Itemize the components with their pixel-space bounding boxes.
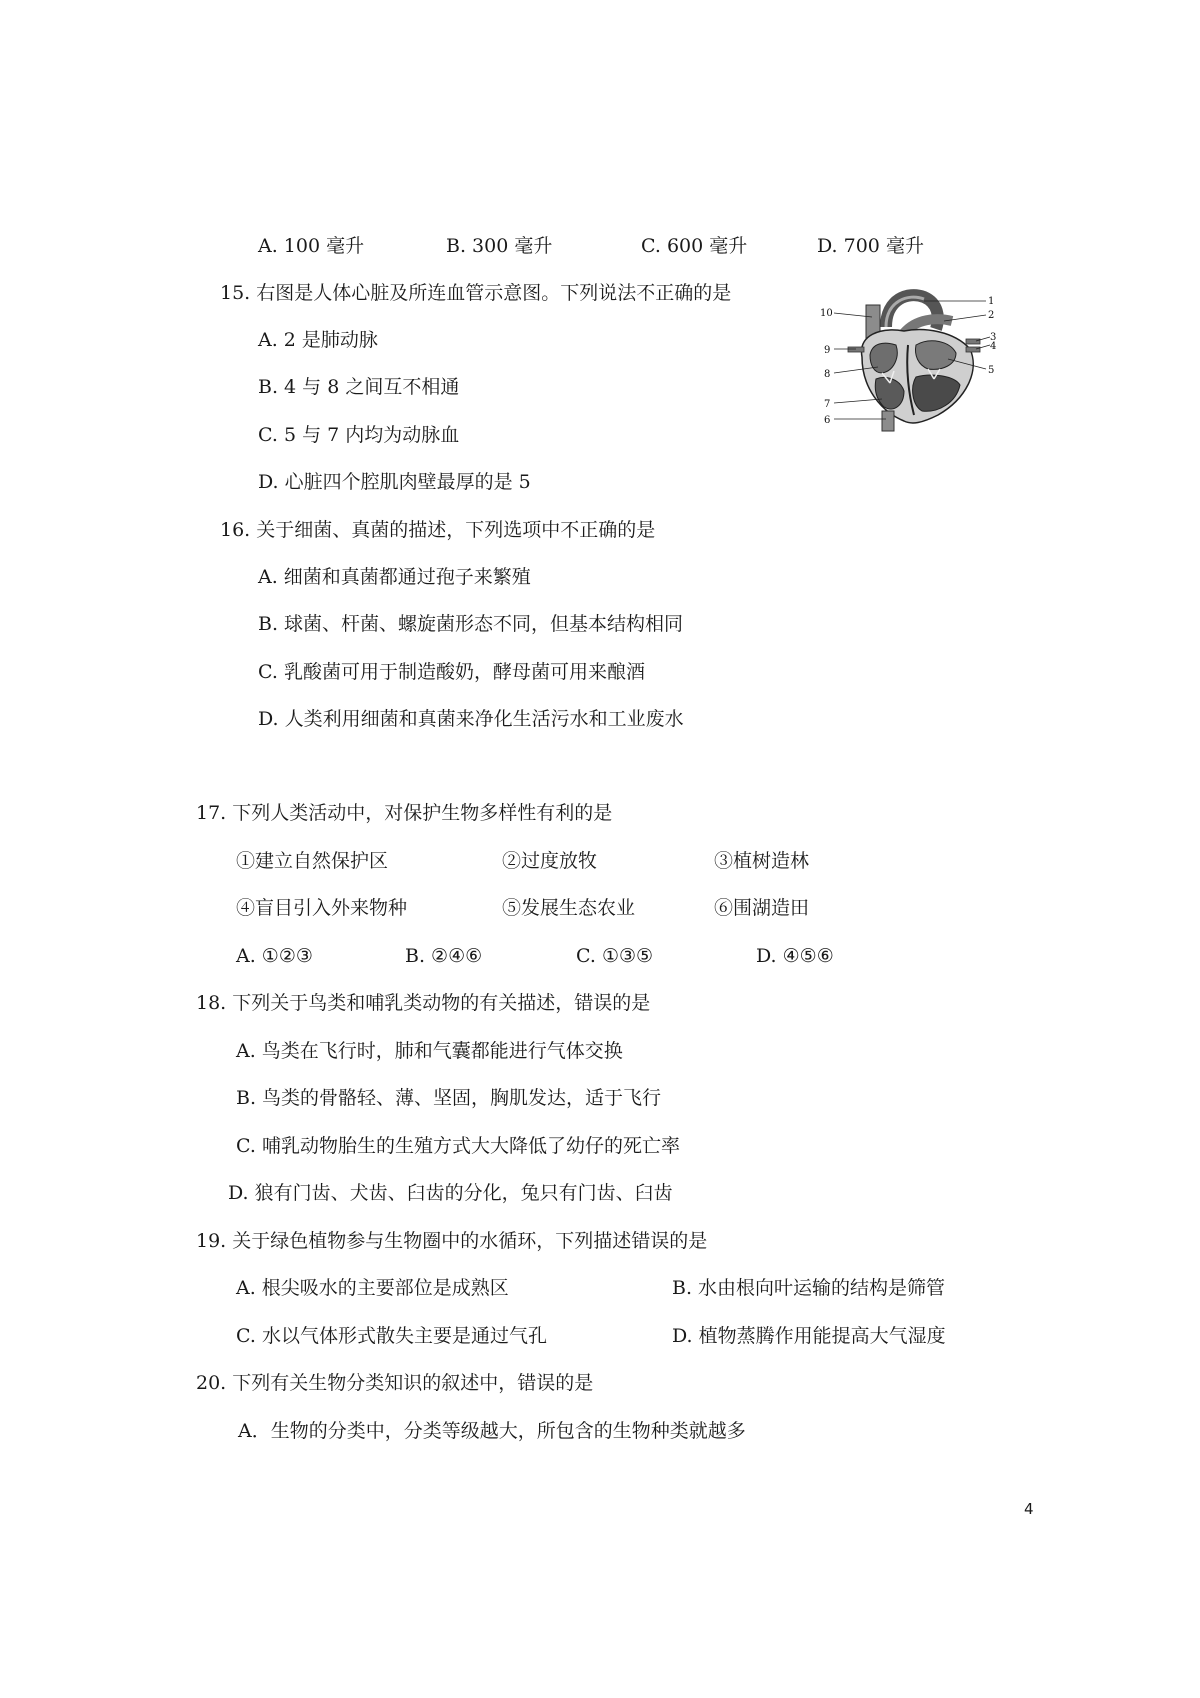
q16-option-d: D. 人类利用细菌和真菌来净化生活污水和工业废水 [258,708,684,730]
q15-stem: 15. 右图是人体心脏及所连血管示意图。下列说法不正确的是 [220,282,732,304]
q18-option-c: C. 哺乳动物胎生的生殖方式大大降低了幼仔的死亡率 [236,1135,680,1157]
heart-label-1: 1 [988,296,995,307]
heart-label-5: 5 [988,365,995,376]
heart-label-9: 9 [824,345,831,356]
q17-item-2: ②过度放牧 [502,850,598,872]
q19-option-c: C. 水以气体形式散失主要是通过气孔 [236,1325,547,1347]
q18-option-d: D. 狼有门齿、犬齿、臼齿的分化，兔只有门齿、臼齿 [228,1182,673,1204]
q19-option-a: A. 根尖吸水的主要部位是成熟区 [236,1277,509,1299]
q17-item-3: ③植树造林 [714,850,810,872]
q17-option-c: C. ①③⑤ [576,945,654,967]
q14-option-b: B. 300 毫升 [446,235,553,257]
q14-option-d: D. 700 毫升 [817,235,924,257]
q19-option-d: D. 植物蒸腾作用能提高大气湿度 [672,1325,946,1347]
q20-option-a: A．生物的分类中，分类等级越大，所包含的生物种类就越多 [238,1420,746,1442]
q17-item-1: ①建立自然保护区 [236,850,389,872]
q19-option-b: B. 水由根向叶运输的结构是筛管 [672,1277,946,1299]
q16-stem: 16. 关于细菌、真菌的描述，下列选项中不正确的是 [220,519,656,541]
heart-label-4: 4 [990,341,997,352]
q15-option-c: C. 5 与 7 内均为动脉血 [258,424,460,446]
q19-stem: 19. 关于绿色植物参与生物圈中的水循环，下列描述错误的是 [196,1230,708,1252]
heart-label-2: 2 [988,310,995,321]
q18-option-a: A. 鸟类在飞行时，肺和气囊都能进行气体交换 [236,1040,623,1062]
page-number: 4 [1024,1500,1034,1518]
q16-option-b: B. 球菌、杆菌、螺旋菌形态不同，但基本结构相同 [258,613,684,635]
q17-option-a: A. ①②③ [236,945,313,967]
heart-label-10: 10 [820,308,833,319]
q17-item-6: ⑥围湖造田 [714,897,810,919]
q14-option-c: C. 600 毫升 [641,235,748,257]
q18-option-b: B. 鸟类的骨骼轻、薄、坚固，胸肌发达，适于飞行 [236,1087,662,1109]
q17-option-b: B. ②④⑥ [405,945,483,967]
q16-option-c: C. 乳酸菌可用于制造酸奶，酵母菌可用来酿酒 [258,661,645,683]
q15-option-d: D. 心脏四个腔肌肉壁最厚的是 5 [258,471,531,493]
heart-label-7: 7 [824,399,831,410]
q15-option-a: A. 2 是肺动脉 [258,329,378,351]
q15-option-b: B. 4 与 8 之间互不相通 [258,376,460,398]
q16-option-a: A. 细菌和真菌都通过孢子来繁殖 [258,566,531,588]
heart-label-6: 6 [824,415,831,426]
heart-label-8: 8 [824,369,831,380]
q17-option-d: D. ④⑤⑥ [756,945,834,967]
q20-stem: 20. 下列有关生物分类知识的叙述中，错误的是 [196,1372,594,1394]
q17-stem: 17. 下列人类活动中，对保护生物多样性有利的是 [196,802,613,824]
q14-option-a: A. 100 毫升 [258,235,365,257]
q18-stem: 18. 下列关于鸟类和哺乳类动物的有关描述，错误的是 [196,992,651,1014]
q17-item-5: ⑤发展生态农业 [502,897,636,919]
heart-label-3: 3 [990,332,997,343]
heart-diagram [820,287,1000,435]
heart-diagram-figure [820,287,1000,435]
q17-item-4: ④盲目引入外来物种 [236,897,408,919]
